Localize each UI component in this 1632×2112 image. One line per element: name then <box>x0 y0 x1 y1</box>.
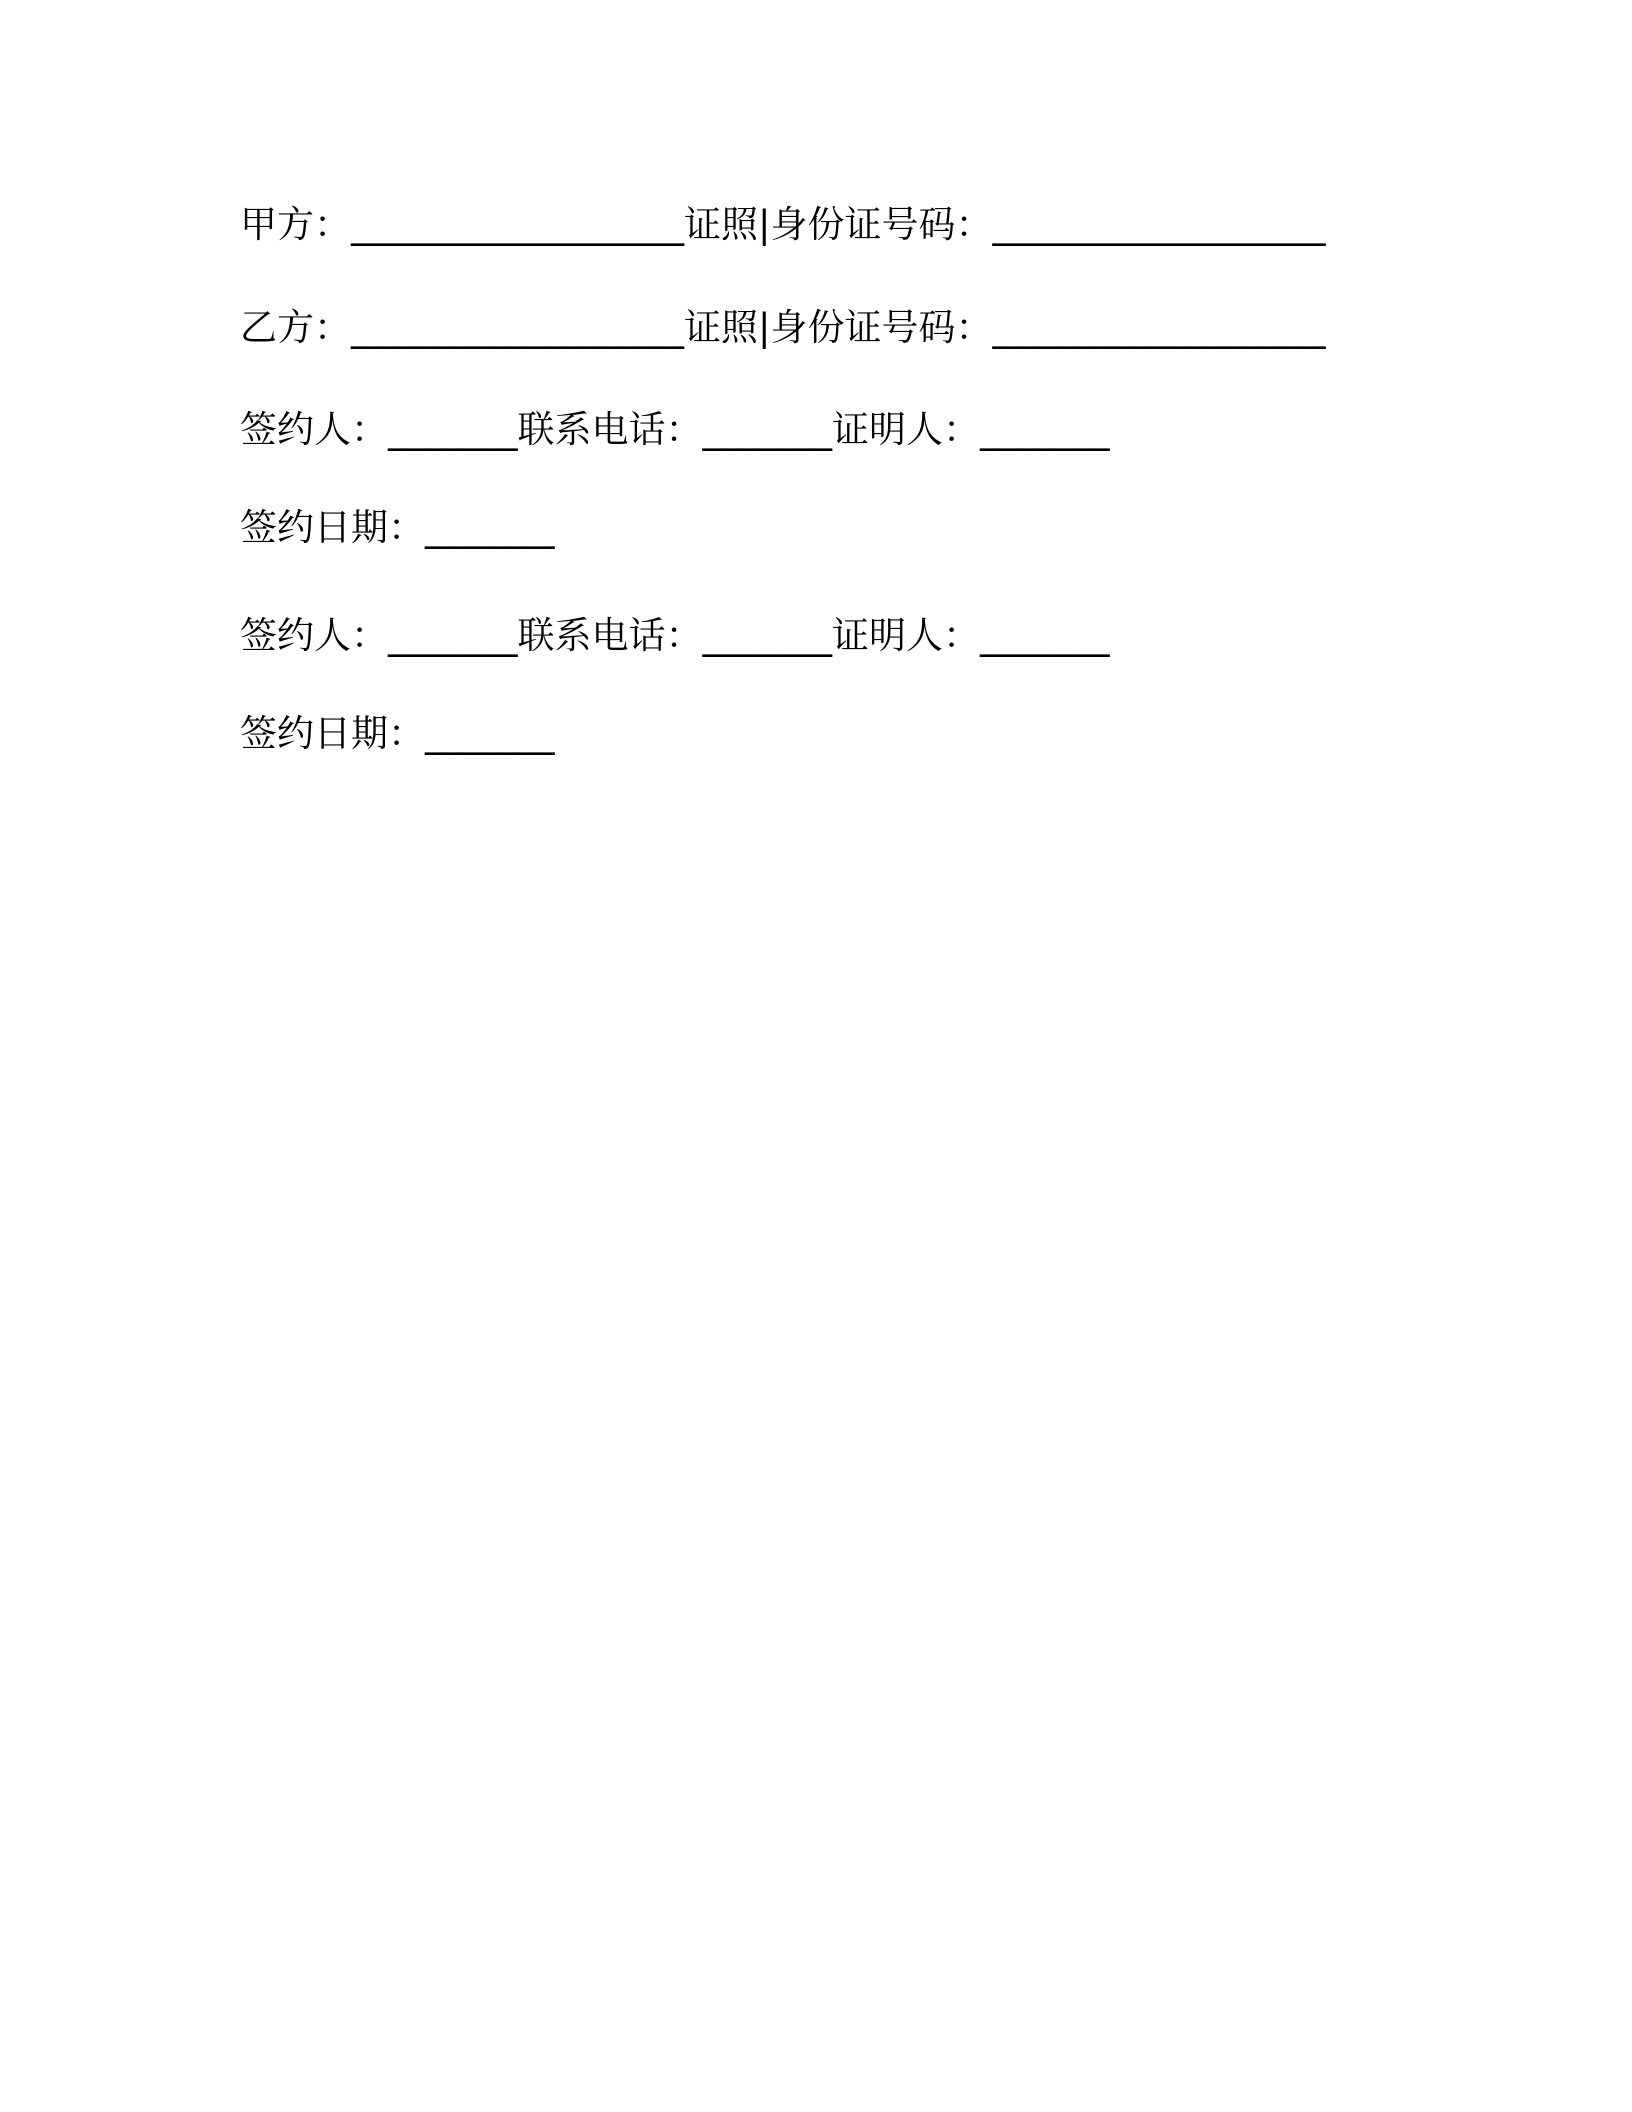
witness-label: 证明人： <box>832 614 980 657</box>
witness-blank: _______ <box>980 614 1110 657</box>
party-a-id-blank: __________________ <box>992 203 1326 246</box>
signatory-1-line <box>240 400 1110 460</box>
witness-label: 证明人： <box>832 408 980 451</box>
phone-blank: _______ <box>702 408 832 451</box>
witness-blank: _______ <box>980 408 1110 451</box>
phone-label: 联系电话： <box>517 614 703 657</box>
signatory-2-line <box>240 606 1110 666</box>
phone-label: 联系电话： <box>517 408 703 451</box>
signing-date-label: 签约日期： <box>240 506 425 549</box>
signer-label: 签约人： <box>240 614 388 657</box>
signer-blank: _______ <box>388 614 518 657</box>
party-a-id-label: 证照|身份证号码： <box>684 203 993 246</box>
signing-date-label: 签约日期： <box>240 712 425 755</box>
party-b-label: 乙方： <box>240 306 351 349</box>
signer-label: 签约人： <box>240 408 388 451</box>
signing-date-1-line <box>240 498 555 558</box>
party-b-id-blank: __________________ <box>992 306 1326 349</box>
party-a-line <box>240 195 1325 255</box>
signing-date-blank: _______ <box>425 712 555 755</box>
party-a-name-blank: __________________ <box>351 203 684 246</box>
party-b-line <box>240 298 1325 358</box>
party-b-name-blank: __________________ <box>351 306 684 349</box>
signing-date-blank: _______ <box>425 506 555 549</box>
signing-date-2-line <box>240 704 555 764</box>
party-a-label: 甲方： <box>240 203 351 246</box>
phone-blank: _______ <box>702 614 832 657</box>
party-b-id-label: 证照|身份证号码： <box>684 306 993 349</box>
signer-blank: _______ <box>388 408 518 451</box>
